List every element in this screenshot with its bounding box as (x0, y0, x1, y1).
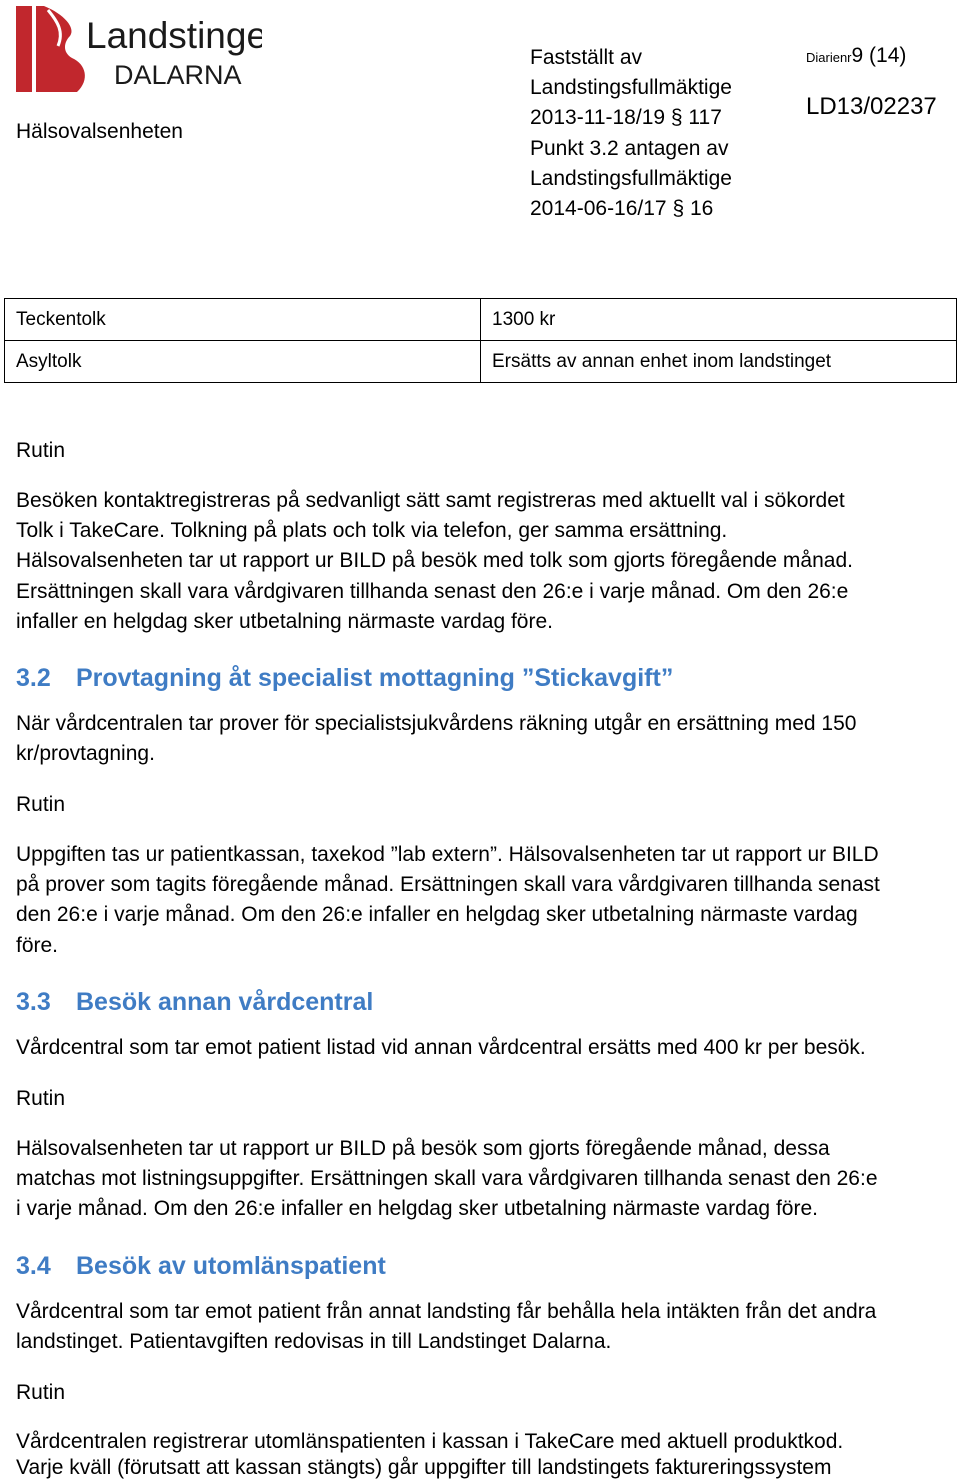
table-row (5, 341, 957, 383)
section-number: 3.2 (16, 664, 51, 692)
section-heading-3-2 (16, 663, 673, 693)
section-title: Provtagning åt specialist mottagning ”Stickavgift” (76, 664, 674, 692)
landstinget-dalarna-logo (14, 2, 262, 96)
approval-line: 2013-11-18/19 § 117 (530, 106, 722, 130)
routine-heading: Rutin (16, 793, 66, 816)
section-title: Besök av utomlänspatient (76, 1252, 386, 1280)
approval-line: Punkt 3.2 antagen av (530, 136, 729, 160)
approval-line: Fastställt av (530, 46, 643, 69)
text-line: Vårdcentral som tar emot patient från annat landsting får behålla hela intäkten från det andra (16, 1300, 877, 1323)
diarie-line (806, 41, 906, 73)
approval-block (530, 43, 780, 224)
text-line: landstinget. Patientavgiften redovisas in till Landstinget Dalarna. (16, 1330, 612, 1354)
page-number: 9 (14) (851, 44, 907, 67)
text-line: När vårdcentralen tar prover för specialistsjukvårdens räkning utgår en ersättning med 150 (16, 712, 857, 735)
text-line: Ersättningen skall vara vårdgivaren tillhanda senast den 26:e i varje månad. Om den 26:e (16, 579, 849, 603)
routine-heading: Rutin (16, 1381, 66, 1404)
section-body (16, 709, 956, 769)
routine-text (16, 1429, 956, 1481)
text-line: Tolk i TakeCare. Tolkning på plats och tolk via telefon, ger samma ersättning. (16, 519, 728, 543)
text-line: Besöken kontaktregistreras på sedvanligt sätt samt registreras med aktuellt val i sökordet (16, 489, 845, 512)
text-line: infaller en helgdag sker utbetalning närmaste vardag före. (16, 609, 553, 633)
text-line: Hälsovalsenheten tar ut rapport ur BILD på besök med tolk som gjorts föregående månad. (16, 549, 853, 573)
logo-text-dalarna: DALARNA (114, 60, 242, 90)
text-line: den 26:e i varje månad. Om den 26:e infaller en helgdag sker utbetalning närmaste vardag (16, 903, 858, 927)
text-line: Vårdcentral som tar emot patient listad vid annan vårdcentral ersätts med 400 kr per besök. (16, 1036, 866, 1059)
section-number: 3.4 (16, 1252, 51, 1280)
table-cell: Ersätts av annan enhet inom landstinget (481, 341, 957, 383)
approval-line: 2014-06-16/17 § 16 (530, 197, 714, 221)
routine-text (16, 1134, 956, 1225)
text-line: matchas mot listningsuppgifter. Ersättningen skall vara vårdgivaren tillhanda senast den 26:e (16, 1167, 878, 1191)
org-unit: Hälsovalsenheten (16, 120, 183, 143)
table-cell: 1300 kr (481, 299, 957, 341)
text-line: Vårdcentralen registrerar utomlänspatienten i kassan i TakeCare med aktuell produktkod. (16, 1430, 844, 1453)
approval-line: Landstingsfullmäktige (530, 76, 732, 100)
section-heading-3-4 (16, 1251, 386, 1281)
text-line: Uppgiften tas ur patientkassan, taxekod ”lab extern”. Hälsovalsenheten tar ut rapport ur BILD (16, 843, 879, 866)
table-cell: Asyltolk (5, 341, 481, 383)
diarie-label: Diarienr (806, 50, 852, 65)
text-line: på prover som tagits föregående månad. Ersättningen skall vara vårdgivaren tillhanda senast (16, 873, 880, 897)
logo-text-landstinget: Landstinget (86, 15, 262, 56)
routine-heading: Rutin (16, 439, 66, 462)
approval-line: Landstingsfullmäktige (530, 166, 732, 190)
routine-text (16, 486, 956, 637)
table-row (5, 299, 957, 341)
doc-number: LD13/02237 (806, 93, 937, 120)
text-line: Varje kväll (förutsatt att kassan stängts) går uppgifter till landstingets faktureringssystem (16, 1456, 832, 1479)
text-line: Hälsovalsenheten tar ut rapport ur BILD på besök som gjorts föregående månad, dessa (16, 1137, 830, 1160)
text-line: kr/provtagning. (16, 742, 155, 766)
text-line: i varje månad. Om den 26:e infaller en helgdag sker utbetalning närmaste vardag före. (16, 1197, 818, 1221)
section-body (16, 1297, 956, 1357)
section-title: Besök annan vårdcentral (76, 988, 374, 1016)
section-number: 3.3 (16, 988, 51, 1016)
routine-text (16, 840, 956, 961)
section-body (16, 1033, 956, 1063)
interpreter-fee-table (4, 298, 957, 383)
logo-mark-icon (14, 2, 262, 96)
routine-heading: Rutin (16, 1087, 66, 1110)
table-cell: Teckentolk (5, 299, 481, 341)
section-heading-3-3 (16, 987, 373, 1017)
text-line: före. (16, 933, 59, 957)
